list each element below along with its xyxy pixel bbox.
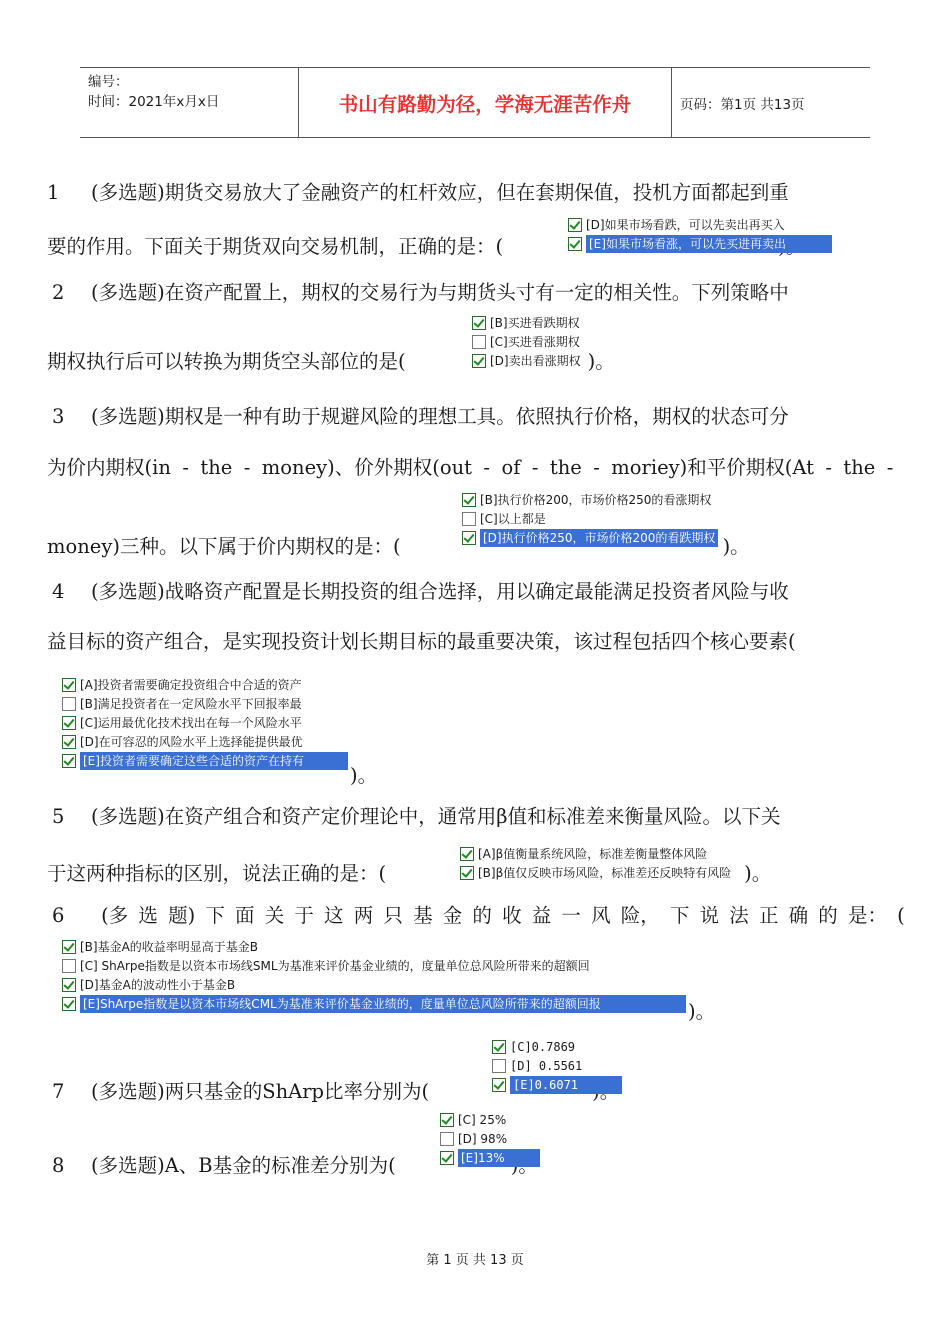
header-table [80,67,870,138]
question-5-line-1: 5 (多选题)在资产组合和资产定价理论中，通常用β值和标准差来衡量风险。以下关 [47,805,905,829]
checkbox-empty-icon[interactable] [62,697,76,711]
checkbox-empty-icon[interactable] [492,1059,506,1073]
answer-close: )。 [350,764,378,787]
page-footer: 第 1 页 共 13 页 [426,1253,524,1268]
checkbox-checked-icon[interactable] [440,1151,454,1165]
question-5-options [460,844,731,882]
question-4-close [350,764,410,788]
checkbox-empty-icon[interactable] [462,512,476,526]
option-d[interactable]: [D] 0.5561 [492,1056,622,1075]
option-d[interactable]: [D] 98% [440,1129,540,1148]
checkbox-empty-icon[interactable] [62,959,76,973]
question-1-line-2: 要的作用。下面关于期货双向交易机制，正确的是：( [47,235,905,259]
checkbox-checked-icon[interactable] [440,1113,454,1127]
checkbox-checked-icon[interactable] [62,940,76,954]
option-a[interactable]: [A]β值衡量系统风险，标准差衡量整体风险 [460,844,731,863]
checkbox-checked-icon[interactable] [62,997,76,1011]
question-4-line-1: 4 (多选题)战略资产配置是长期投资的组合选择，用以确定最能满足投资者风险与收 [47,580,905,604]
question-number: 1 [47,181,60,204]
option-d[interactable]: [D]如果市场看跌，可以先卖出再买入 [568,215,832,234]
checkbox-checked-icon[interactable] [492,1040,506,1054]
option-e[interactable]: [E]13% [440,1148,540,1167]
option-b[interactable]: [B]执行价格200，市场价格250的看涨期权 [462,490,762,509]
question-3-options [462,478,762,547]
header-page-info: 页码：第1页 共13页 [680,96,805,113]
checkbox-checked-icon[interactable] [462,531,476,545]
question-3-line-1: 3 (多选题)期权是一种有助于规避风险的理想工具。依照执行价格，期权的状态可分 [47,405,905,429]
option-e[interactable]: [E]ShArpe指数是以资本市场线CML为基准来评价基金业绩的，度量单位总风险所带来的超额回报 [62,994,687,1013]
checkbox-checked-icon[interactable] [62,716,76,730]
question-1-line-1: 1 (多选题)期货交易放大了金融资产的杠杆效应，但在套期保值，投机方面都起到重 [47,181,789,204]
option-e[interactable]: [E]如果市场看涨，可以先买进再卖出 [568,234,832,253]
answer-close: )。 [722,535,750,558]
option-c[interactable]: [C]买进看涨期权 [472,332,581,351]
option-b[interactable]: [B]买进看跌期权 [472,313,581,332]
option-b[interactable]: [B]β值仅反映市场风险，标准差还反映特有风险 [460,863,731,882]
question-1-options [568,215,832,253]
option-c[interactable]: [C]以上都是 [462,509,762,528]
question-5-line-2: 于这两种指标的区别，说法正确的是：( )。 [47,862,772,885]
question-7-line-1: 7 (多选题)两只基金的ShArp比率分别为( [47,1080,905,1104]
checkbox-checked-icon[interactable] [460,866,474,880]
question-number: 8 [52,1154,65,1177]
checkbox-checked-icon[interactable] [62,735,76,749]
checkbox-checked-icon[interactable] [568,218,582,232]
question-number: 4 [52,580,65,603]
checkbox-empty-icon[interactable] [440,1132,454,1146]
answer-close: )。 [688,1000,716,1023]
checkbox-checked-icon[interactable] [472,316,486,330]
answer-close: )。 [744,862,772,885]
question-6-close [688,1000,748,1024]
question-number: 2 [52,281,65,304]
header-meta [80,68,298,137]
option-e[interactable]: [E]投资者需要确定这些合适的资产在持有 [62,751,348,770]
option-c[interactable]: [C] 25% [440,1110,540,1129]
question-number: 7 [52,1080,65,1103]
question-number: 6 [52,904,65,927]
option-c[interactable]: [C]0.7869 [492,1037,622,1056]
question-number: 3 [52,405,65,428]
header-motto: 书山有路勤为径，学海无涯苦作舟 [298,68,672,137]
option-d[interactable]: [D]在可容忍的风险水平上选择能提供最优 [62,732,348,751]
option-a[interactable]: [A]投资者需要确定投资组合中合适的资产 [62,675,348,694]
checkbox-empty-icon[interactable] [472,335,486,349]
question-2-line-1: 2 (多选题)在资产配置上，期权的交易行为与期货头寸有一定的相关性。下列策略中 [47,281,905,305]
question-2-options [472,313,581,370]
question-4-line-2: 益目标的资产组合，是实现投资计划长期目标的最重要决策，该过程包括四个核心要素( [47,630,796,653]
question-3-line-3: money)三种。以下属于价内期权的是：( )。 [47,535,750,558]
checkbox-checked-icon[interactable] [568,237,582,251]
question-6-line-1: 6 (多 选 题) 下 面 关 于 这 两 只 基 金 的 收 益 一 风 险， 下 说 法 正 确 的 是： ( [47,904,905,928]
answer-close: )。 [587,350,615,373]
question-number: 5 [52,805,65,828]
question-8-options [440,1110,540,1167]
checkbox-checked-icon[interactable] [462,493,476,507]
option-c[interactable]: [C]运用最优化技术找出在每一个风险水平 [62,713,348,732]
checkbox-checked-icon[interactable] [460,847,474,861]
question-3-line-2: 为价内期权(in - the - money)、价外期权(out - of - the - moriey)和平价期权(At - the - [47,456,894,479]
checkbox-checked-icon[interactable] [62,678,76,692]
option-d[interactable]: [D]基金A的波动性小于基金B [62,975,687,994]
question-2-line-2: 期权执行后可以转换为期货空头部位的是( )。 [47,350,615,373]
option-e[interactable]: [E]0.6071 [492,1075,622,1094]
question-4-options [62,675,348,770]
checkbox-checked-icon[interactable] [492,1078,506,1092]
question-7-options [492,1037,622,1094]
option-b[interactable]: [B]满足投资者在一定风险水平下回报率最 [62,694,348,713]
checkbox-checked-icon[interactable] [62,978,76,992]
question-8-line-1: 8 (多选题)A、B基金的标准差分别为( [47,1154,905,1178]
document-number-label: 编号： [88,74,129,90]
option-c[interactable]: [C] ShArpe指数是以资本市场线SML为基准来评价基金业绩的，度量单位总风险所带来的超额回 [62,956,687,975]
option-b[interactable]: [B]基金A的收益率明显高于基金B [62,937,687,956]
checkbox-checked-icon[interactable] [472,354,486,368]
question-6-options [62,937,687,1013]
option-d[interactable]: [D]卖出看涨期权 [472,351,581,370]
checkbox-checked-icon[interactable] [62,754,76,768]
document-date: 时间：2021年x月x日 [88,94,220,110]
option-d[interactable]: [D]执行价格250，市场价格200的看跌期权 [462,528,762,547]
